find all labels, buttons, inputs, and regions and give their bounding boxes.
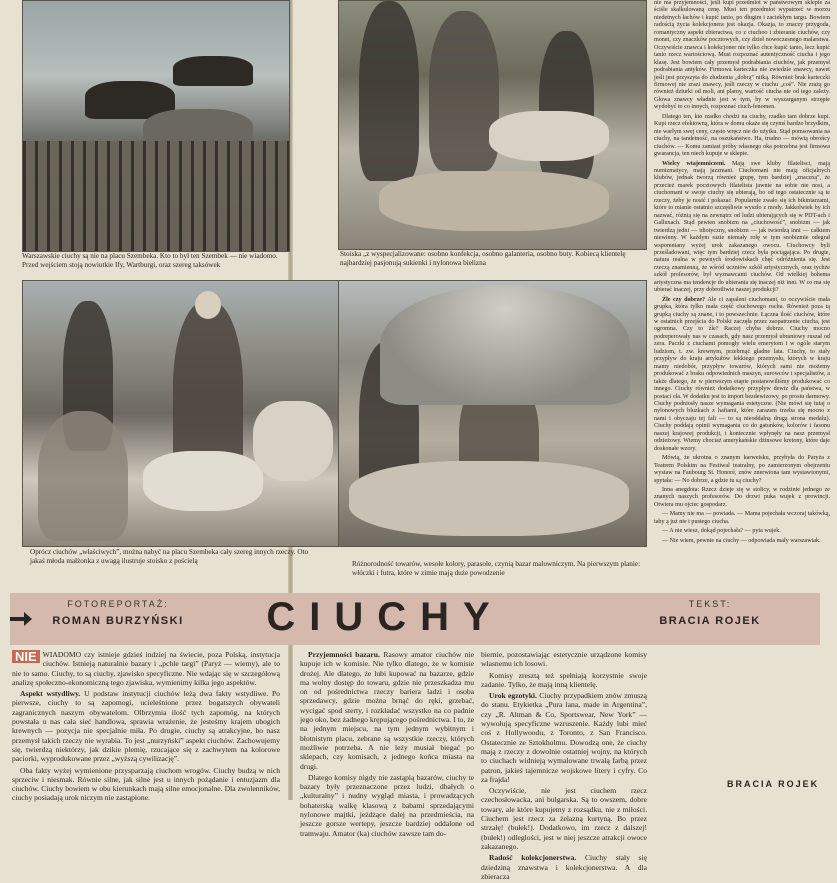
photo-report-label: FOTOREPORTAŻ:: [67, 599, 169, 609]
paragraph: Dlatego ten, kto rzadko chodzi na ciuchy, rzadko tam dobrze kupi. Kupi rzecz efektowną, która w domu okaże się czymś bardzo brzydkim, nie warlym swej ceny, często wręcz nie do użytku. Stąd pomsowania na ciuchy, na tandetność, na oszukaństwo. Ha, trudno — mówią obrońcy ciuchów. — Komu zamiast próby własnego oka potrzebna jest firmowa gwarancja, ten niech kupuje w sklepie.: [654, 113, 830, 158]
section-heading: Źle czy dobrze?: [662, 296, 706, 303]
market-umbrella: [380, 285, 630, 405]
article-column-1: [12, 650, 280, 805]
caption-top-left: Warszawskie ciuchy są nie na placu Szembeka. Kto to był ten Szembek — nie wiadomo. Przed wejściem stoją nowiutkie Ify, Wartburgi, oraz szereg taksówek: [22, 252, 278, 269]
paragraph: Rasowy amator ciuchów nie kupuje ich w komisie. Nie tylko dlatego, że w komisie drożej. Ale dlatego, że lubi kupować na bazarze, gdzie ma wolny dostęp do towaru, gdzie nie przeszkadza mu on od pośrednictwa rzeczy bariera ladzi i osoba sprzedawcy, gdzie można brnąć do ręki, grzebać, wycigać spod sterty, i rozkładać wszystko na co padnie jego oko, bez żadnego krępującego pośrednictwa. I to, że na jednym miejscu, na tym jednym wybitnym i błotnistym placu, zebrane są wszystkie rzeczy, których możliwie potrzeba. A nie leży musiał biegać po sklepach, czy komisach, z jednego końca miasta na drugi.: [300, 650, 475, 771]
paragraph: WIADOMO czy istnieje gdzieś indziej na świecie, poza Polską, instytucja ciuchów. Istnieją naturalnie bazary i „pchle targi” (Paryż — wiemy), ale to nie to samo. Ciuchy, to są ciuchy, zjawisko specyficzne. Nie wdając się w szczegółową analizę społeczno-ekonomiczną tego zjawiska, wymienimy kilka jego aspektów.: [12, 650, 280, 687]
paragraph: Mówią, że ukrotna o znanym karweisku, przybyła do Paryża z Teatrem Polskim na Festiwal teatralny, po zamierzonym obejrzeniu wystaw na Faubourg St. Honoré, znów znerwiona tam wystawionymi, spytała: — No dobrze, a gdzie tu są ciuchy?: [654, 455, 830, 484]
paragraph: Ale ci zapaleni ciuchomani, to oczywiście mała grupka, która tylko mała część ciuchowego ruchu. Również poza tą grupką ciuchy są znane, i to powszechnie. Łączna ilość ciuchów, które w ostatnich przejścia do Polski zaczęła przez zaopatrzenie ciucha, jest ogromna. Czy to źle? Raczej chyba dobrze. Ciuchy mocno podreperowały nas w czasach, gdy nasz przemysł ubraniowy ruszał od zera. Paczki z ciuchami pomogły wielu emerytom i w ogóle starym ludziom, t. zw. krewnym, przebrnąć gładne lata. Ciuchy, to stały przypływ do kraju artykułów lekkiego przemysłu, których w kraju mamy niedobór, przypływ towarów, których sami nie możemy produkować z braku odpowiednich maszyn, surowców i specjalistów, a także dlatego, że w pierwszym etapie postanowiliśmy produkować co innego. Ciuchy również dodatkowy przypływ dewiz dla państwa, w postaci cła. W dodatku jest to import bezdewizowy, po prostu darmowy. Ciuchy podniosły nasze wymagania estetyczne. (Nie mówi się tutaj o nylonowych bluzkach z haftami, które zarazem trzeba się mocno z nami i obyczaju tej fali — to są nieoddalną drugą strona medalu). Ciuchy poddają opinii wymagania co do gatunków, kolorów i fasonu naszej krajowej produkcji, i koniecznie wpłynęły na nasz przemysł odzieżowy. Wiemy chociaż amerykańskie dżinsowe kretony, które daje doskonałe wzory.: [654, 296, 831, 452]
caption-bottom-left: Oprócz ciuchów „właściwych”, można nabyć na placu Szembeka cały szereg innych rzeczy. Oto jakaś młoda małżonka z uwagą ilustruje stoisko z pościelą: [30, 548, 309, 565]
photo-clothes-stalls: [338, 0, 647, 250]
section-heading: Radość kolekcjonerstwa.: [489, 853, 577, 863]
section-heading: Wielcy wtajemniczeni.: [662, 160, 726, 167]
arrow-icon: [10, 611, 32, 627]
section-heading: Przyjemności bazaru.: [308, 650, 380, 659]
signature: BRACIA ROJEK: [727, 779, 820, 789]
crowd-figures: [339, 1, 646, 249]
article-column-2: [300, 650, 474, 840]
paragraph: Ciuchy przypadkiem znów zmuszą do stanu. Etykietka „Pura lana, made in Argentina”, czy „R. Altman & Co, Sportswear, New York” — wywołują specyficzne wzruszenie. Każdy lubi mieć coś z Hollywoodu, z Toronto, z San Francisco. Ostatecznie ze Sztokholmu. Dowodzą one, że ciuchy mają z rzeczy z dowolnie ostatniej wojny, na których to ciuchach widnieją wymalowane trwałą farbą przez patron, jakieś tajemnicze wojskowe litery i cyfry. Co za frajda!: [481, 691, 647, 784]
paragraph: — Mamy nie ma — powiada. — Mama pojechała wczoraj takówką, taby ą już nie i pustego ciucha.: [654, 511, 830, 525]
photo-parking-fence: [22, 0, 290, 252]
paragraph: Oba fakty wyżej wymienione przysparzają ciuchom wrogów. Ciuchy budzą w nich sprzeciw i niesmak. Równie silne, jak silne jest u innych pożądanie i entuzjazm dla ciuchów. Ciuchy bowiem w obu kierunkach mają silne emocjonalne. Dla zwolenników, ciuchy posiadają urok niczym nie zastąpione.: [12, 765, 280, 803]
car-shape: [173, 56, 253, 86]
paragraph: Inna anegdota: Rzecz dzieje się w stolicy, w rodzinie jednego ze znanych naszych profesorów. Do drzwi puka wujek z prowincji. Otwiera mu ojciec gospodarz.: [654, 487, 830, 508]
paragraph: Dlatego komisy nigdy nie zastąpią bazarów, ciuchy te bazary były przeznaczone przez ludzi, dbałych o „kulturalny” i nudny wygląd miasta, i prowadzących bohaterską walkę klasową z babami sprzedającymi nylonowe majtki, jeżdżące dalej na przedmieścia, na jeszcze gorsze wertepy, jeszcze bardziej oddalone od tramwaju. Amator (ka) ciuchów zawsze tam do-: [300, 772, 474, 838]
paragraph: Komisy zresztą też spełniają korzystnie swoje zadanie. Tylko, że mają inną klientelę.: [481, 670, 647, 689]
text-label: TEKST:: [688, 599, 732, 609]
caption-bottom-right: Różnorodność towarów, wesołe kolory, parasole, czynią bazar malowniczym. Na pierwszym planie: włóczki i futra, które w zimie mają duże powodzenie: [352, 560, 641, 577]
wooden-fence: [23, 141, 289, 251]
article-column-4: [654, 0, 830, 547]
photo-bedding-stall: [22, 280, 339, 547]
paragraph: U podstaw instytucji ciuchów leżą dwa fakty wstydliwe. Po pierwsze, ciuchy to są zapomogi, ucieleśnione przez bogatszych obywateli zagranicznych naszym obywatelom. Olbrzymia ilość tych zapomóg, na których powstała u nas cała sieć handlowa, sprawia wrażenie, że jesteśmy krajem ubogich krewnych — pozycja nie specjalnie miła. Po drugie, ciuchy są atrakcyjne, bo nasz przemysł takich rzeczy nie wyrabia. To jest „nurzyński” aspekt ciuchów. Zachowujemy się, twierdzą niektórzy, jak dzikie plemię, rzucające się z zachwytem na kolorowe paciorki, wyprodukowane przez „wyższą cywilizację”.: [12, 689, 280, 764]
crowd-figures: [23, 281, 338, 546]
article-column-3: [481, 650, 647, 883]
paragraph: biernie, pozostawiając estetycznie urządzone komisy własnemu ich losowi.: [481, 650, 647, 669]
paragraph: Ciuchy stały się dziedziną znawstwa i kolekcjonerstwa. A dla zbieracza: [481, 853, 647, 881]
section-heading: Urok egzotyki.: [489, 691, 537, 701]
section-heading: Aspekt wstydliwy.: [20, 689, 81, 699]
paragraph: nie ma przyjemności, jeśli kupi przedmiot w państwowym sklepie za ściśle skalkulowaną cenę. Musi ten przedmiot wypatrzeć w morzu niedetnych łachów i kupić tanio, po długim i zaciekłym targu. Bowiem radością życia kolekcjonera jest okazja. Okazja, to znaczy przygoda, romantyczny aspekt zbieractwa, co z ciuchoo i zbieranie ciuchów, czy monet, czy znaczków pocztowych, czy dzieł nowoczesnego malarstwa. Oczywiście znawca i kolekcjoner nie tylko chce kupić tanio, lecz kupić tanio rzecz wartościową. Musi rozpoznać autentyczność ciucha i jego klasę. Jest bowiem cały przemysł podrabiania ciuchów, jak przemysł podrabiania antyków. Firmowa karteczka nie zwiedzie znawcy, nawet jeśli jest przyszyta do złudzenia „dobrą” nitką. Również brak karteczki firmowej nie zrazi znawcy, jeśli rzeczy w ciuchu „coś”. Nie zrażą go również dziurki od moli, ani plamy, wartość ciucha nie od tego zależy. Głowa znawcy władnie jest w tym, by w wyszarganym strzępie wydobyć to co innych, rozpoznać ciuch-fenomen.: [654, 0, 830, 111]
title-band: [10, 593, 820, 645]
authors-name: BRACIA ROJEK: [659, 615, 761, 627]
caption-top-right: Stoiska „z wyspecjalizowane: osobno konfekcja, osobno galanteria, osobno buty. Kobiecą klientelę najbardziej pasjonują sukienki i nylonowa bielizna: [340, 250, 626, 267]
photographer-name: ROMAN BURZYŃSKI: [52, 615, 184, 627]
paragraph: Oczywiście, nie jest ciuchem rzecz czechosłowacka, ani bułgarska. Są to owszem, dobre towary, ale które kupujemy z rozsądku, nie z miłości. Ciuchem jest rzecz za żelazną kurtyną. Bo przez strzałę! (bułek!). Dodatkowo, im rzecz z dalszej! (bułek!) odleglości, jest w niej jeszcze atrakcji owoce zakazanego.: [481, 786, 647, 851]
paragraph: — Nie wiem, pewnie na ciuchy — odpowiada mały warszawiak.: [662, 537, 821, 544]
paragraph: — A nie wiesz, dokąd pojechała? — pyta wujek.: [662, 528, 781, 535]
paragraph: Mają swe kluby filatelisci, mają numizmatycy, mają jazzmani. Ciuchomani nie mają oficjalnych klubów, jednak tworzą również grupę, tym bardziej „znaczną”, że przecież marek pocztowych filatelista jawnie na sobie nie nosi, a ciuchomani w swoje ciuchy się ubierają, bo od tego ostatecznie są te rzeczy, żeby je nosić i pokazać. Popularnie zwało się ich bikiniarzami, które to mianie ostatnio szczęśliwie wyszło z mody. Jakkolwiek by ich nazwać, różnią się na zewnątrz od ludzi ubierających się w PDT-ach i Galluxach. Stąd pewien snobizm na „ciuchowość”, snobizm — jak twierdzą jedni — idiotyczny, snobizm — jak twierdzą inni — całkiem niewinny. W każdym razie niemały rolę w tym snobizmie odegrał wspomniany wyżej urok zakazanego owocu. Ciuchowcy byli prześladowani, więc tym bardziej rzecz była pociągająca. Po drugie, natura realna w pewnych środowiskach chęć odróżnienia się. Jest rzeczą znamienną, że wśród uczniów szkół artystycznych, oraz tychże szkół profesorów, był wyznawcami ciuchów. Od wielkiej bohema artystyczna ma tendencje do ubierania się inaczej niż inni. W co ma się ubierać inaczej, przy dobrotliwie naszej produkcji?: [654, 160, 830, 294]
article-title: CIUCHY: [266, 595, 504, 639]
drop-cap: NIE: [12, 650, 40, 663]
